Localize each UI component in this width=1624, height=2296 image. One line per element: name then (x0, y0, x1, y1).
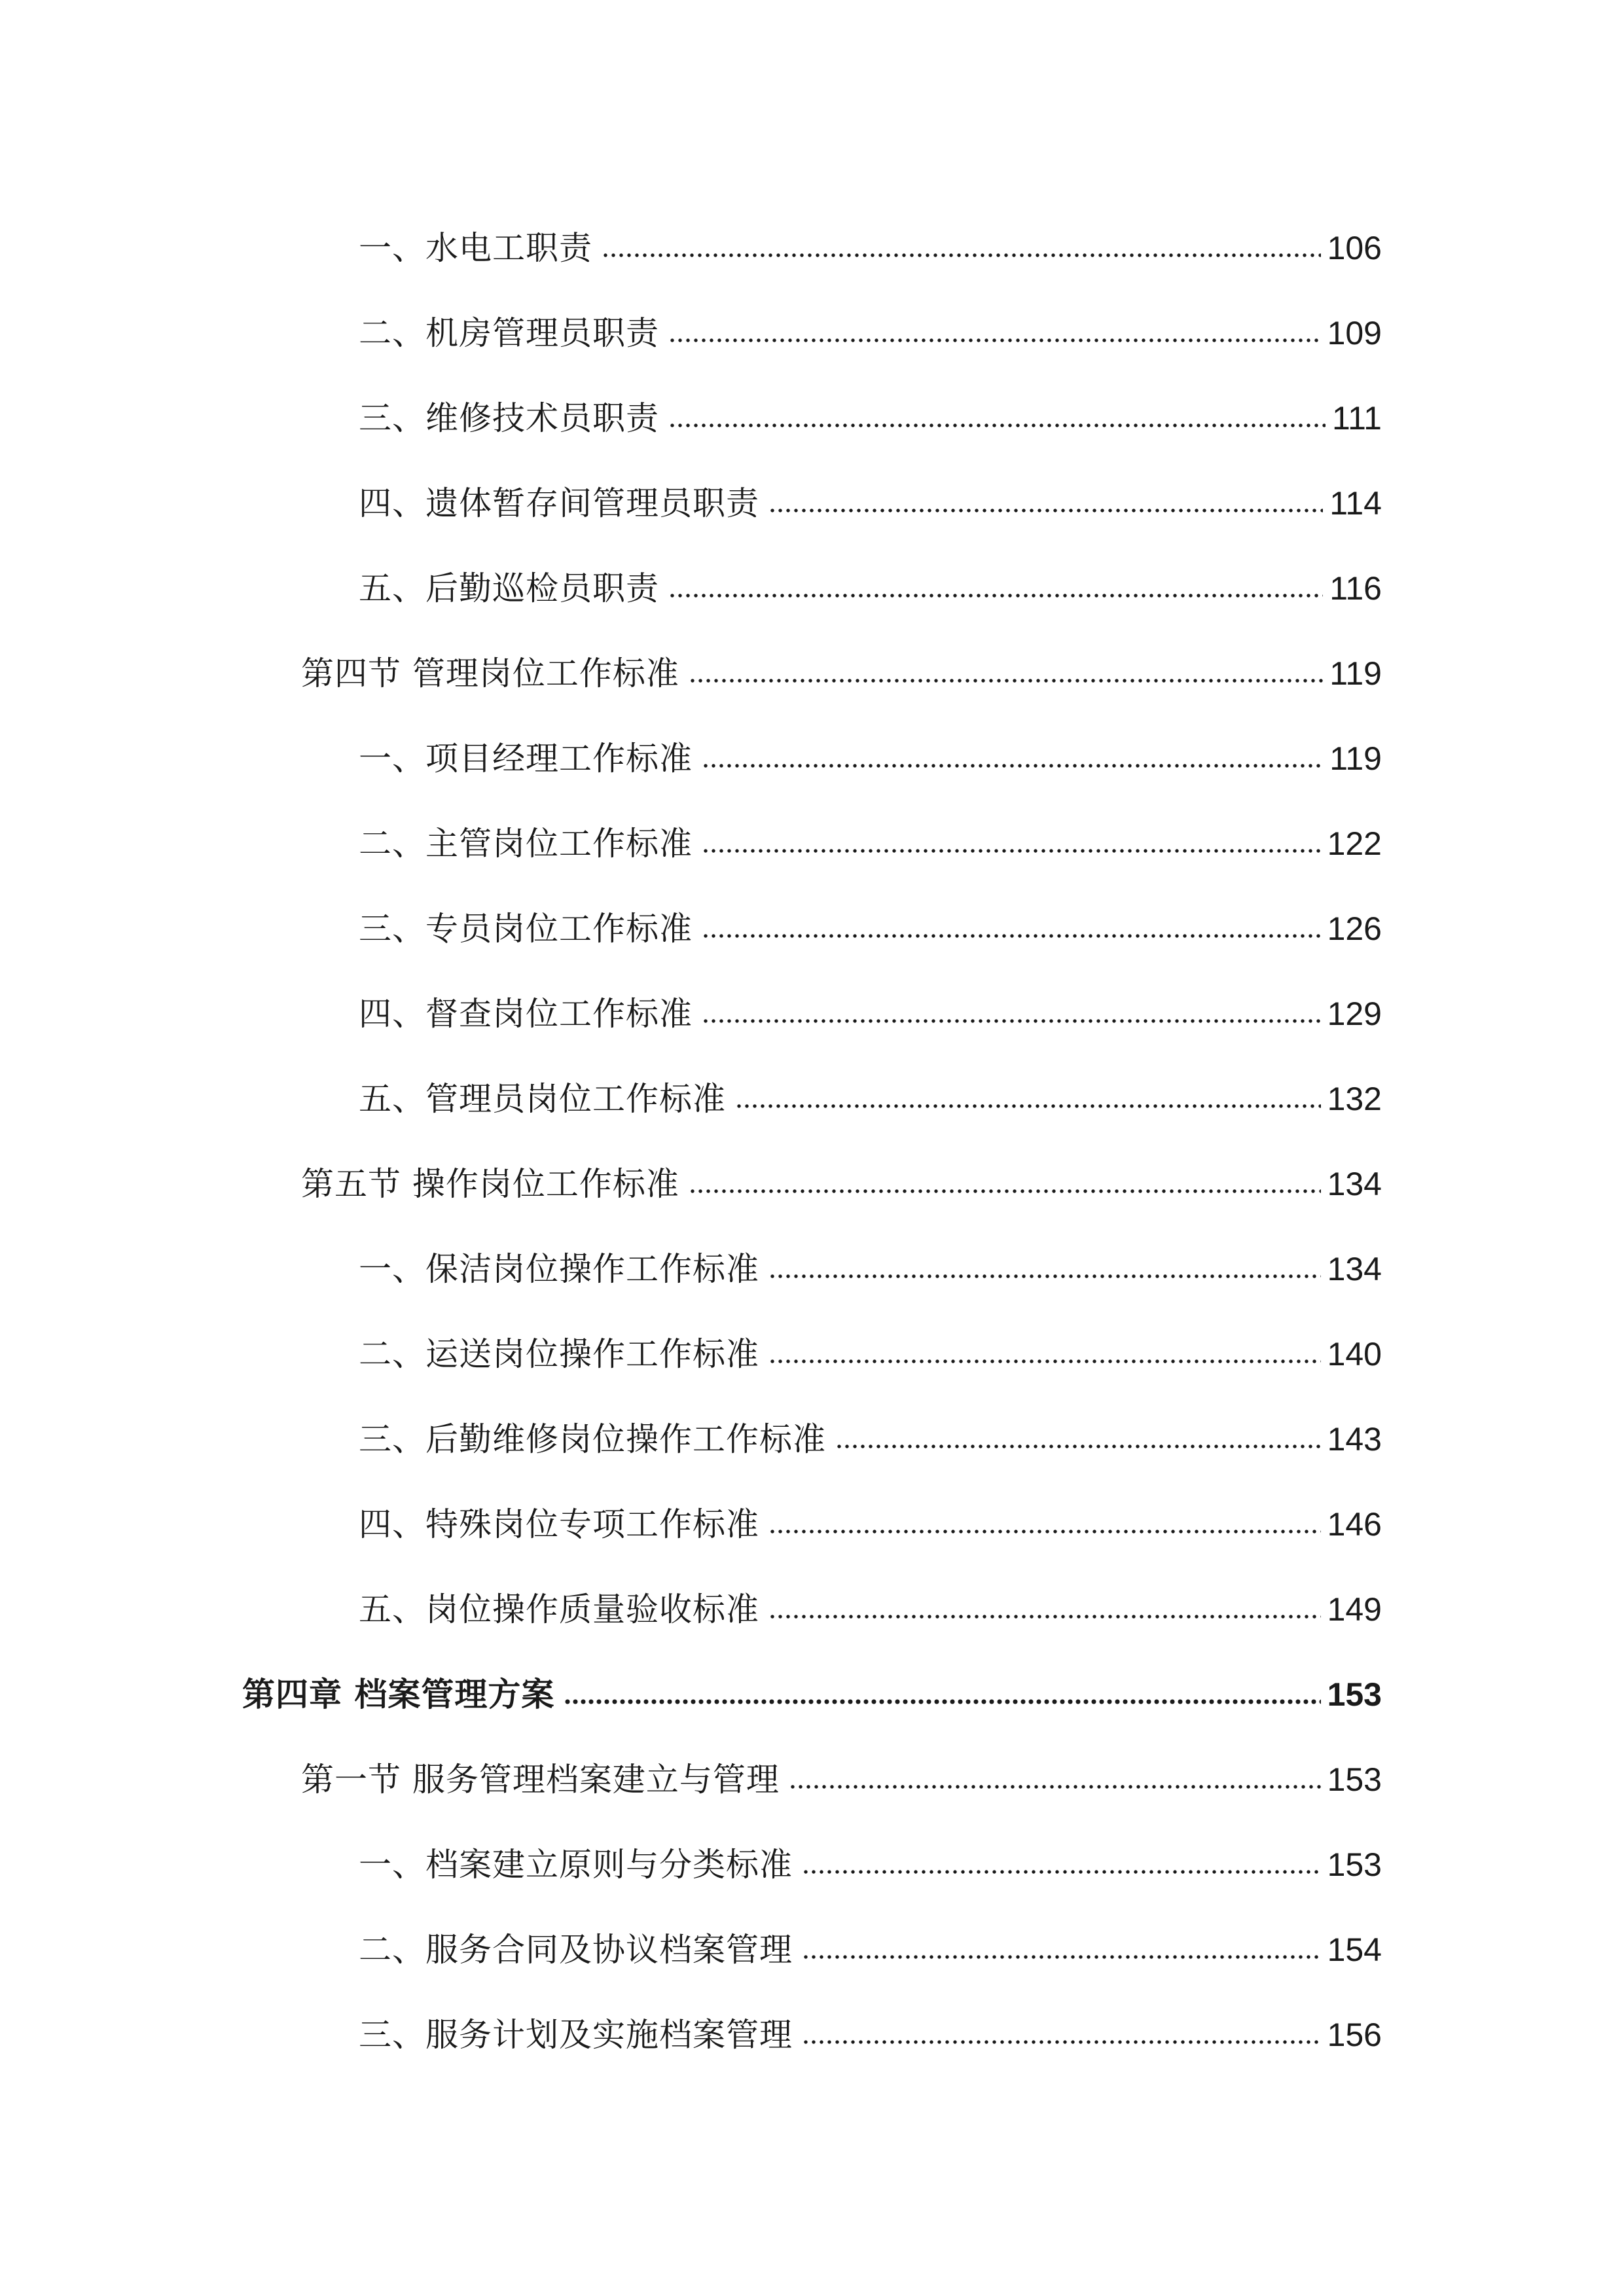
toc-entry-title: 一、水电工职责 (359, 229, 592, 267)
toc-entry[interactable] (359, 720, 1382, 778)
toc-entry-title: 第五节 操作岗位工作标准 (301, 1165, 679, 1203)
toc-entry[interactable] (359, 380, 1382, 435)
toc-entry-page: 149 (1327, 1591, 1382, 1628)
toc-entry-page: 114 (1329, 485, 1382, 522)
toc-entry-page: 116 (1329, 570, 1382, 607)
toc-entry-title: 二、主管岗位工作标准 (359, 825, 693, 863)
toc-entry-page: 134 (1327, 1251, 1382, 1287)
dot-leader (768, 1274, 1321, 1279)
toc-entry-title: 第一节 服务管理档案建立与管理 (301, 1761, 780, 1799)
dot-leader (789, 1784, 1321, 1789)
toc-entry-page: 119 (1329, 655, 1382, 692)
toc-entry[interactable] (359, 1996, 1382, 2054)
toc-entry-title: 三、服务计划及实施档案管理 (359, 2016, 793, 2054)
toc-entry-title: 一、保洁岗位操作工作标准 (359, 1250, 759, 1288)
toc-entry-page: 129 (1327, 996, 1382, 1032)
toc-entry-page: 156 (1327, 2017, 1382, 2053)
toc-entry-title: 三、专员岗位工作标准 (359, 910, 693, 948)
toc-entry-page: 153 (1327, 1761, 1382, 1798)
toc-entry-section[interactable] (301, 1145, 1382, 1203)
dot-leader (702, 763, 1323, 768)
toc-entry-title: 三、维修技术员职责 (359, 399, 659, 437)
dot-leader (702, 848, 1321, 853)
toc-entry-title: 三、后勤维修岗位操作工作标准 (359, 1420, 826, 1458)
toc-entry-page: 154 (1327, 1931, 1382, 1968)
toc-entry-title: 五、管理员岗位工作标准 (359, 1080, 726, 1118)
toc-entry-page: 132 (1327, 1081, 1382, 1117)
toc-entry[interactable] (359, 1911, 1382, 1969)
toc-entry-page: 122 (1327, 825, 1382, 862)
toc-entry-section[interactable] (301, 1741, 1382, 1799)
toc-entry[interactable] (359, 1316, 1382, 1371)
toc-entry-page: 126 (1327, 910, 1382, 947)
toc-entry-title: 四、督查岗位工作标准 (359, 995, 693, 1033)
dot-leader (689, 1189, 1321, 1194)
toc-entry-page: 153 (1327, 1676, 1382, 1713)
toc-entry[interactable] (359, 550, 1382, 605)
toc-entry-chapter[interactable] (242, 1656, 1382, 1711)
toc-entry-title: 第四节 管理岗位工作标准 (301, 655, 679, 692)
toc-entry-page: 134 (1327, 1166, 1382, 1202)
toc-entry-title: 四、特殊岗位专项工作标准 (359, 1505, 759, 1543)
dot-leader (802, 1954, 1321, 1960)
dot-leader (702, 1018, 1321, 1024)
toc-entry-page: 119 (1329, 740, 1382, 777)
toc-entry[interactable] (359, 1486, 1382, 1541)
toc-entry[interactable] (359, 465, 1382, 520)
toc-entry-title: 二、机房管理员职责 (359, 314, 659, 352)
dot-leader (689, 678, 1323, 683)
toc-entry[interactable] (359, 1826, 1382, 1884)
dot-leader (768, 1359, 1321, 1364)
toc-entry-page: 111 (1331, 400, 1382, 437)
toc-entry[interactable] (359, 1060, 1382, 1118)
dot-leader (802, 1869, 1321, 1874)
toc-entry[interactable] (359, 805, 1382, 863)
dot-leader (835, 1444, 1321, 1449)
toc-entry[interactable] (359, 1230, 1382, 1288)
dot-leader (668, 593, 1323, 598)
dot-leader (768, 1529, 1321, 1534)
dot-leader (668, 338, 1321, 343)
toc-entry-title: 五、岗位操作质量验收标准 (359, 1590, 759, 1628)
toc-entry[interactable] (359, 975, 1382, 1033)
toc-entry-title: 第四章 档案管理方案 (242, 1676, 555, 1713)
dot-leader (735, 1103, 1321, 1109)
toc-entry[interactable] (359, 1401, 1382, 1456)
dot-leader (768, 508, 1323, 513)
dot-leader (564, 1699, 1320, 1704)
dot-leader (602, 253, 1321, 258)
toc-entry-title: 二、运送岗位操作工作标准 (359, 1335, 759, 1373)
toc-entry-page: 153 (1327, 1846, 1382, 1883)
toc-entry[interactable] (359, 890, 1382, 948)
dot-leader (668, 423, 1326, 428)
toc-entry[interactable] (359, 209, 1382, 267)
toc-entry-page: 146 (1327, 1506, 1382, 1543)
dot-leader (802, 2039, 1321, 2045)
toc-entry-title: 二、服务合同及协议档案管理 (359, 1931, 793, 1969)
dot-leader (768, 1614, 1321, 1619)
toc-entry[interactable] (359, 1571, 1382, 1626)
toc-entry-page: 109 (1327, 315, 1382, 351)
toc-entry-title: 四、遗体暂存间管理员职责 (359, 484, 759, 522)
toc-entry-title: 五、后勤巡检员职责 (359, 569, 659, 607)
dot-leader (702, 933, 1321, 939)
toc-entry-title: 一、档案建立原则与分类标准 (359, 1846, 793, 1884)
toc-entry-page: 106 (1327, 230, 1382, 266)
toc-entry-page: 143 (1327, 1421, 1382, 1458)
toc-entry[interactable] (359, 295, 1382, 350)
toc-entry-section[interactable] (301, 635, 1382, 690)
toc-entry-page: 140 (1327, 1336, 1382, 1372)
toc-entry-title: 一、项目经理工作标准 (359, 740, 693, 778)
